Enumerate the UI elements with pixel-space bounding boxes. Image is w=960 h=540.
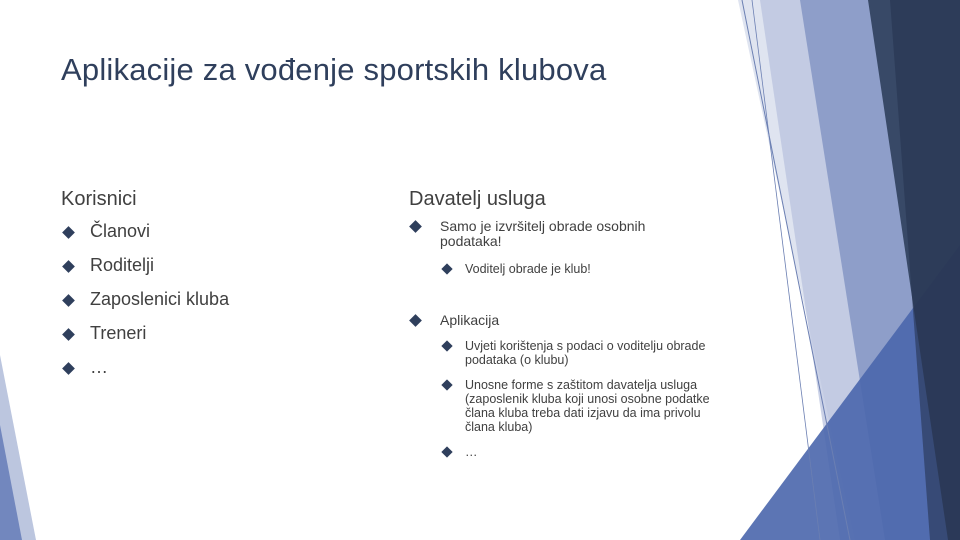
sub-list-item: [443, 378, 723, 434]
diamond-bullet-icon: [62, 260, 75, 273]
sub-list-item-label: Unosne forme s zaštitom davatelja usluga (zaposlenik kluba koji unosi osobne podatke člana kluba treba dati izjavu da ima privolu člana kluba): [465, 378, 710, 434]
sub-list-item: [443, 445, 713, 459]
diamond-bullet-icon: [441, 340, 452, 351]
list-item: [64, 255, 154, 276]
list-item: [411, 313, 681, 328]
right-column-heading: Davatelj usluga: [409, 188, 546, 210]
diamond-bullet-icon: [62, 226, 75, 239]
diamond-bullet-icon: [409, 220, 422, 233]
diamond-bullet-icon: [409, 314, 422, 327]
list-item: [411, 219, 681, 249]
list-item: [64, 323, 146, 344]
list-item-label: Aplikacija: [440, 312, 500, 328]
sub-list-item: [443, 339, 718, 367]
list-item-label: …: [90, 357, 108, 377]
list-item-label: Zaposlenici kluba: [90, 289, 230, 309]
list-item-label: Članovi: [90, 221, 151, 241]
list-item: [64, 357, 108, 378]
diamond-bullet-icon: [62, 328, 75, 341]
list-item: [64, 289, 229, 310]
sub-list-item-label: Voditelj obrade je klub!: [465, 262, 591, 276]
list-item-label: Treneri: [90, 323, 147, 343]
diamond-bullet-icon: [62, 362, 75, 375]
diamond-bullet-icon: [441, 263, 452, 274]
list-item-label: Roditelji: [90, 255, 155, 275]
list-item: [64, 221, 150, 242]
sub-list-item-label: Uvjeti korištenja s podaci o voditelju obrade podataka (o klubu): [465, 339, 706, 367]
sub-list-item-label: …: [465, 445, 478, 459]
diamond-bullet-icon: [441, 379, 452, 390]
list-item-label: Samo je izvršitelj obrade osobnih podataka!: [440, 218, 646, 249]
diamond-bullet-icon: [62, 294, 75, 307]
sub-list-item: [443, 262, 713, 276]
slide-title: Aplikacije za vođenje sportskih klubova: [61, 52, 607, 87]
left-column-heading: Korisnici: [61, 188, 137, 210]
diamond-bullet-icon: [441, 446, 452, 457]
